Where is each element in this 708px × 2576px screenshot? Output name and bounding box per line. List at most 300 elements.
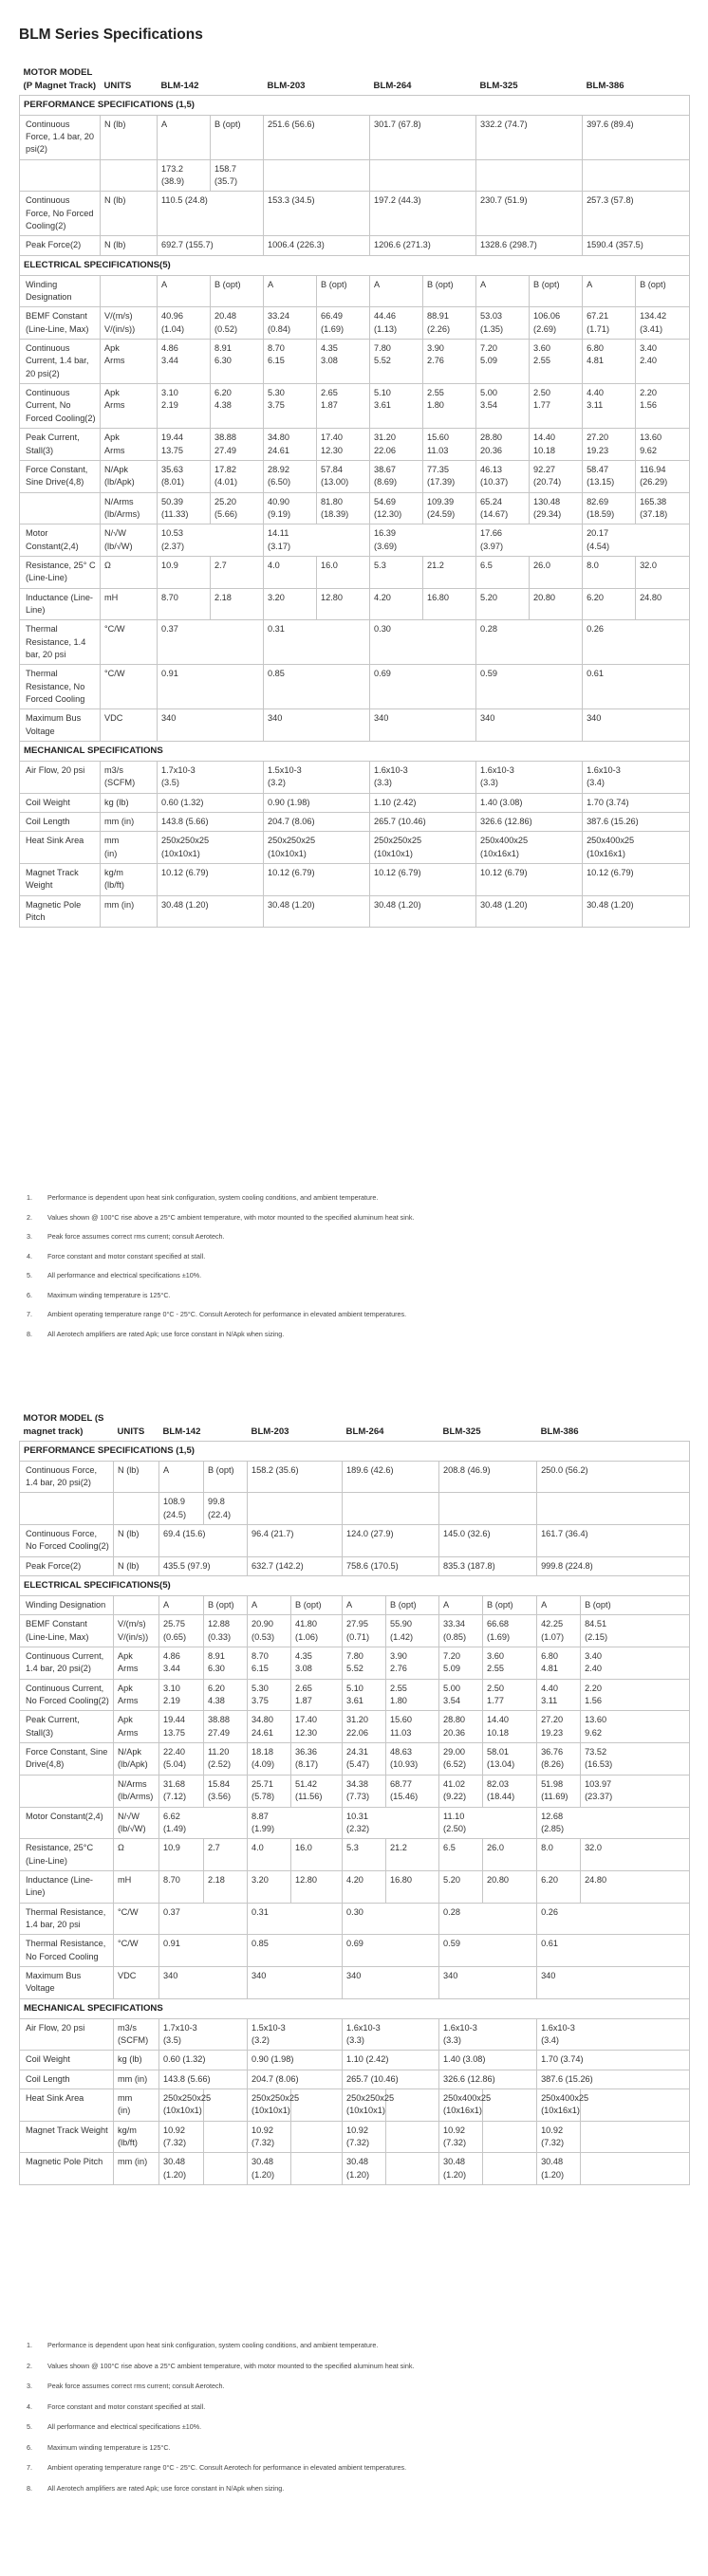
cell-value: 5.20 (443, 1874, 460, 1885)
value-cell (537, 1807, 690, 1839)
cell-value: 265.7 (10.46) (374, 816, 426, 826)
cell-value: 1.7x10-3 (163, 2022, 197, 2033)
spec-row (20, 1966, 690, 1998)
cell-value: (3.5) (163, 2034, 181, 2045)
cell-value: 1.56 (640, 400, 657, 411)
value-cell (439, 2070, 537, 2088)
value-cell (158, 709, 264, 742)
value-cell (439, 1966, 537, 1998)
cell-value: 0.90 (1.98) (252, 2054, 294, 2065)
row-units (101, 709, 158, 742)
cell-value: 30.48 (1.20) (268, 899, 315, 910)
cell-value: 3.11 (541, 1696, 558, 1706)
winding-b-value (483, 1615, 537, 1647)
value-cell (248, 1966, 343, 1998)
winding-a-value (248, 1596, 291, 1615)
winding-a-value (248, 1711, 291, 1743)
cell-value: 4.40 (587, 388, 604, 398)
cell-value: 4.86 (161, 343, 178, 354)
cell-value: 32.0 (640, 560, 657, 570)
cell-value: 387.6 (15.26) (587, 816, 639, 826)
cell-value: 9.62 (585, 1727, 602, 1738)
winding-b-value (483, 1679, 537, 1711)
row-units (101, 159, 158, 192)
value-cell (343, 1461, 439, 1493)
model-name: BLM-386 (540, 1426, 579, 1437)
cell-value: 69.4 (15.6) (163, 1529, 206, 1539)
row-label: Coil Length (20, 2070, 114, 2088)
cell-value: 30.48 (1.20) (480, 899, 528, 910)
cell-value: (lb/Arms) (104, 508, 140, 519)
cell-value: 1006.4 (226.3) (268, 240, 325, 250)
cell-value: (3.4) (541, 2034, 559, 2045)
winding-a-value (343, 1615, 386, 1647)
cell-value: 4.81 (587, 356, 604, 366)
cell-value: 3.61 (374, 400, 391, 411)
winding-a-value (370, 275, 423, 307)
spec-row (20, 1596, 690, 1615)
row-units (101, 556, 158, 588)
winding-a-value (537, 2088, 589, 2121)
cell-value: 13.75 (163, 1727, 185, 1738)
cell-value: (in) (104, 848, 118, 858)
cell-value: (3.69) (374, 541, 398, 551)
winding-b-value (581, 1839, 690, 1871)
row-units (101, 524, 158, 557)
footnote (27, 1193, 681, 1202)
cell-value: 250x250x25 (346, 2092, 395, 2103)
row-units (114, 1775, 159, 1807)
footnote (27, 1291, 681, 1299)
winding-b-value (291, 1596, 343, 1615)
cell-value: (10x10x1) (374, 848, 413, 858)
value-cell (370, 524, 476, 557)
winding-b-value (483, 1775, 537, 1807)
cell-value: (13.15) (587, 477, 615, 488)
units-header: UNITS (117, 1426, 145, 1437)
value-cell (583, 620, 690, 665)
winding-b-value (423, 384, 476, 429)
winding-b-value (386, 1711, 439, 1743)
value-cell (537, 1556, 690, 1575)
cell-value: 103.97 (585, 1778, 612, 1789)
cell-value: 0.69 (346, 1939, 363, 1949)
winding-a-value (343, 2088, 395, 2121)
cell-value: 8.70 (161, 592, 178, 602)
cell-value: 53.03 (480, 311, 503, 322)
spec-row (20, 1870, 690, 1903)
cell-value: 3.10 (161, 388, 178, 398)
footnote-text: Peak force assumes correct rms current; consult Aerotech. (47, 1232, 225, 1241)
cell-value: (0.65) (163, 1631, 187, 1642)
cell-value: 3.11 (587, 400, 604, 411)
spec-row (20, 2088, 690, 2121)
cell-value: 4.86 (163, 1651, 180, 1662)
winding-a-value (159, 1461, 204, 1493)
cell-value: 15.60 (390, 1715, 413, 1725)
cell-value: 250x400x25 (541, 2092, 589, 2103)
cell-value: 38.67 (374, 464, 397, 474)
value-cell (476, 793, 583, 812)
footnote-number: 3. (27, 1232, 32, 1241)
cell-value: 758.6 (170.5) (346, 1560, 399, 1571)
value-cell (439, 1935, 537, 1967)
cell-value: 189.6 (42.6) (346, 1464, 394, 1475)
cell-value: mm (118, 2092, 133, 2103)
cell-value: 0.26 (587, 624, 604, 635)
cell-value: 92.27 (533, 464, 556, 474)
cell-value: 34.80 (252, 1715, 274, 1725)
cell-value: 3.20 (268, 592, 285, 602)
cell-value: 134.42 (640, 311, 667, 322)
cell-value: 82.03 (487, 1778, 510, 1789)
cell-value: 0.60 (1.32) (163, 2054, 206, 2065)
row-units (101, 115, 158, 159)
cell-value: 30.48 (1.20) (161, 899, 209, 910)
cell-value: 20.17 (587, 528, 609, 539)
cell-value: N (lb) (104, 240, 126, 250)
spec-row (20, 895, 690, 928)
cell-value: (lb/Apk) (104, 477, 135, 488)
cell-value: 11.20 (208, 1747, 230, 1757)
section-row (20, 1576, 690, 1596)
cell-value: 1.56 (585, 1696, 602, 1706)
value-cell (439, 1461, 537, 1493)
cell-value: B (opt) (214, 119, 241, 129)
cell-value: (18.39) (321, 508, 349, 519)
row-label: Peak Force(2) (20, 236, 101, 255)
row-label: Resistance, 25°C (Line-Line) (20, 1839, 114, 1871)
value-cell (537, 1461, 690, 1493)
row-units (114, 2070, 159, 2088)
spec-row (20, 1647, 690, 1680)
cell-value: B (opt) (487, 1600, 513, 1610)
cell-value: 34.38 (346, 1778, 369, 1789)
cell-value: (2.52) (208, 1759, 232, 1770)
spec-row (20, 1807, 690, 1839)
winding-b-value (636, 588, 690, 620)
row-label: Heat Sink Area (20, 832, 101, 864)
winding-b-value (386, 2153, 439, 2185)
winding-b-value (581, 2088, 690, 2121)
winding-b-value (211, 556, 264, 588)
footnote-number: 5. (27, 1271, 32, 1279)
cell-value: Apk (104, 388, 120, 398)
cell-value: (20.74) (533, 477, 562, 488)
cell-value: (10x16x1) (443, 2106, 482, 2116)
value-cell (343, 1556, 439, 1575)
cell-value: 28.92 (268, 464, 290, 474)
cell-value: 2.76 (390, 1664, 407, 1674)
cell-value: (7.73) (346, 1792, 370, 1802)
cell-value: (29.34) (533, 508, 562, 519)
cell-value: (26.29) (640, 477, 668, 488)
cell-value: 0.91 (161, 669, 178, 679)
winding-b-value (530, 492, 583, 524)
row-label: Magnetic Pole Pitch (20, 2153, 114, 2185)
value-cell (537, 1935, 690, 1967)
model-name: BLM-203 (267, 80, 306, 91)
cell-value: 124.0 (27.9) (346, 1529, 394, 1539)
winding-a-value (264, 492, 317, 524)
footnote-text: Ambient operating temperature range 0°C - 25°C. Consult Aerotech for performance in elevated ambient temperatures. (47, 1310, 407, 1318)
cell-value: 19.23 (587, 445, 609, 455)
cell-value: 3.20 (252, 1874, 269, 1885)
cell-value: A (346, 1600, 353, 1610)
winding-b-value (423, 275, 476, 307)
winding-a-value (343, 1596, 386, 1615)
row-label: Peak Current, Stall(3) (20, 1711, 114, 1743)
footnote-text: All Aerotech amplifiers are rated Apk; use force constant in N/Apk when sizing. (47, 2483, 285, 2493)
cell-value: (0.53) (252, 1631, 275, 1642)
cell-value: 0.31 (268, 624, 285, 635)
cell-value: mm (104, 836, 120, 846)
cell-value: 3.60 (533, 343, 550, 354)
cell-value: 30.48 (1.20) (163, 2157, 187, 2180)
cell-value: 27.49 (208, 1727, 230, 1738)
winding-a-value (439, 1596, 483, 1615)
cell-value: 5.09 (443, 1664, 460, 1674)
spec-row (20, 159, 690, 192)
winding-b-value (204, 1870, 248, 1903)
cell-value: 397.6 (89.4) (587, 119, 634, 129)
footnote-text: All performance and electrical specifications ±10%. (47, 1271, 202, 1279)
winding-b-value (204, 1647, 248, 1680)
specs-table-p-magnet-track (19, 64, 690, 928)
cell-value: 0.28 (443, 1906, 460, 1917)
spec-row (20, 832, 690, 864)
cell-value: 14.11 (268, 528, 289, 539)
cell-value: 4.81 (541, 1664, 558, 1674)
row-units (101, 620, 158, 665)
cell-value: 10.53 (161, 528, 183, 539)
cell-value: N (lb) (118, 1560, 140, 1571)
cell-value: 130.48 (533, 496, 561, 506)
cell-value: 2.18 (214, 592, 232, 602)
winding-b-value (211, 159, 264, 192)
winding-a-value (537, 1870, 581, 1903)
row-units (114, 1807, 159, 1839)
cell-value: 265.7 (10.46) (346, 2073, 399, 2084)
winding-a-value (158, 492, 211, 524)
spec-row (20, 709, 690, 742)
model-name: BLM-264 (345, 1426, 384, 1437)
cell-value: mm (in) (104, 899, 135, 910)
value-cell (248, 1525, 343, 1557)
winding-b-value (483, 1596, 537, 1615)
spec-row (20, 492, 690, 524)
cell-value: 2.55 (390, 1683, 407, 1693)
winding-a-value (537, 2153, 581, 2185)
spec-row (20, 1903, 690, 1935)
winding-b-value (204, 2153, 248, 2185)
footnote-number: 7. (27, 2463, 32, 2472)
winding-a-value (159, 1775, 204, 1807)
winding-b-value (581, 1615, 690, 1647)
cell-value: (8.69) (374, 477, 398, 488)
row-units (114, 2153, 159, 2185)
row-label: Coil Weight (20, 2051, 114, 2070)
winding-a-value (343, 1870, 386, 1903)
cell-value: (10x16x1) (587, 848, 625, 858)
winding-a-value (370, 556, 423, 588)
cell-value: (1.71) (587, 323, 610, 334)
cell-value: 68.77 (390, 1778, 413, 1789)
winding-a-value (248, 1743, 291, 1776)
row-label: Continuous Current, 1.4 bar, 20 psi(2) (20, 340, 101, 384)
footnote (27, 2362, 681, 2370)
winding-a-value (159, 2121, 204, 2153)
footnote (27, 2382, 681, 2390)
cell-value: 3.40 (585, 1651, 602, 1662)
cell-value: 17.66 (480, 528, 503, 539)
value-cell (439, 2051, 537, 2070)
cell-value: 326.6 (12.86) (480, 816, 532, 826)
footnote-number: 2. (27, 2361, 32, 2370)
value-cell (583, 832, 690, 864)
cell-value: V/(in/s)) (118, 1631, 149, 1642)
cell-value: 22.06 (346, 1727, 369, 1738)
winding-b-value (530, 556, 583, 588)
value-cell (248, 2018, 343, 2051)
value-cell (439, 1525, 537, 1557)
value-cell (370, 620, 476, 665)
row-label: Magnet Track Weight (20, 864, 101, 896)
winding-b-value (386, 1743, 439, 1776)
cell-value: 251.6 (56.6) (268, 119, 315, 129)
cell-value: 340 (268, 713, 283, 724)
cell-value: 28.80 (443, 1715, 466, 1725)
cell-value: 692.7 (155.7) (161, 240, 214, 250)
row-label: Motor Constant(2,4) (20, 524, 101, 557)
cell-value: 81.80 (321, 496, 344, 506)
row-units (101, 665, 158, 709)
value-cell (158, 793, 264, 812)
winding-b-value (204, 1461, 248, 1493)
winding-a-value (476, 384, 530, 429)
cell-value: 16.39 (374, 528, 397, 539)
winding-b-value (530, 588, 583, 620)
winding-a-value (476, 307, 530, 340)
model-name: BLM-325 (479, 80, 518, 91)
cell-value: 5.30 (268, 388, 285, 398)
cell-value: 108.9 (24.5) (163, 1497, 187, 1519)
cell-value: B (opt) (214, 279, 241, 289)
cell-value: 1590.4 (357.5) (587, 240, 643, 250)
winding-a-value (343, 2153, 386, 2185)
cell-value: (10x10x1) (252, 2106, 290, 2116)
row-units (114, 1647, 159, 1680)
row-units (114, 1743, 159, 1776)
page-title: BLM Series Specifications (19, 27, 203, 43)
cell-value: 30.48 (1.20) (443, 2157, 467, 2180)
spec-row (20, 1839, 690, 1871)
row-label (20, 159, 101, 192)
cell-value: (3.3) (480, 778, 498, 788)
cell-value: (6.52) (443, 1759, 467, 1770)
winding-b-value (204, 1493, 248, 1525)
cell-value: 44.46 (374, 311, 397, 322)
value-cell (343, 1966, 439, 1998)
cell-value: 11.10 (443, 1811, 465, 1821)
spec-row (20, 2070, 690, 2088)
footnote-number: 1. (27, 1193, 32, 1202)
row-units (114, 1870, 159, 1903)
winding-b-value (483, 2121, 537, 2153)
footnote-number: 3. (27, 2382, 32, 2390)
winding-b-value (636, 340, 690, 384)
spec-row (20, 1711, 690, 1743)
row-label: Force Constant, Sine Drive(4,8) (20, 460, 101, 492)
value-cell (476, 524, 583, 557)
cell-value: 5.30 (252, 1683, 269, 1693)
winding-a-value (159, 1615, 204, 1647)
cell-value: 10.92 (7.32) (443, 2125, 467, 2147)
cell-value: 10.92 (7.32) (252, 2125, 275, 2147)
winding-a-value (343, 1679, 386, 1711)
winding-b-value (291, 1615, 343, 1647)
value-cell (476, 192, 583, 236)
value-cell (583, 159, 690, 192)
winding-a-value (370, 429, 423, 461)
cell-value: m3/s (118, 2022, 137, 2033)
cell-value: (7.12) (163, 1792, 187, 1802)
winding-a-value (583, 588, 636, 620)
cell-value: 2.50 (487, 1683, 504, 1693)
cell-value: 11.03 (390, 1727, 412, 1738)
cell-value: 1.77 (533, 400, 550, 411)
winding-a-value (159, 1870, 204, 1903)
cell-value: A (252, 1600, 258, 1610)
cell-value: 25.20 (214, 496, 236, 506)
value-cell (264, 665, 370, 709)
cell-value: (1.07) (541, 1631, 565, 1642)
winding-a-value (370, 460, 423, 492)
winding-b-value (204, 2121, 248, 2153)
cell-value: 57.84 (321, 464, 344, 474)
winding-b-value (530, 429, 583, 461)
spec-row (20, 115, 690, 159)
cell-value: (2.37) (161, 541, 185, 551)
cell-value: 3.40 (640, 343, 657, 354)
winding-a-value (159, 1679, 204, 1711)
cell-value: kg (lb) (104, 797, 129, 807)
footnote-text: Performance is dependent upon heat sink configuration, system cooling conditions, and ambient temperature. (47, 2341, 379, 2349)
cell-value: 6.20 (587, 592, 604, 602)
cell-value: N/Arms (104, 496, 134, 506)
row-units (101, 812, 158, 831)
row-units (114, 2051, 159, 2070)
row-label: Continuous Force, 1.4 bar, 20 psi(2) (20, 1461, 114, 1493)
cell-value: 10.9 (161, 560, 178, 570)
cell-value: 24.80 (640, 592, 662, 602)
value-cell (343, 2051, 439, 2070)
cell-value: (1.13) (374, 323, 398, 334)
winding-b-value (581, 1775, 690, 1807)
winding-a-value (439, 1679, 483, 1711)
spec-row (20, 761, 690, 793)
row-label (20, 492, 101, 524)
row-units (114, 1525, 159, 1557)
winding-a-value (343, 1839, 386, 1871)
cell-value: (10x16x1) (541, 2106, 580, 2116)
cell-value: 340 (541, 1970, 556, 1980)
cell-value: 10.92 (7.32) (346, 2125, 370, 2147)
cell-value: (3.41) (640, 323, 663, 334)
cell-value: 2.40 (585, 1664, 602, 1674)
cell-value: (1.99) (252, 1823, 275, 1833)
cell-value: (14.67) (480, 508, 509, 519)
